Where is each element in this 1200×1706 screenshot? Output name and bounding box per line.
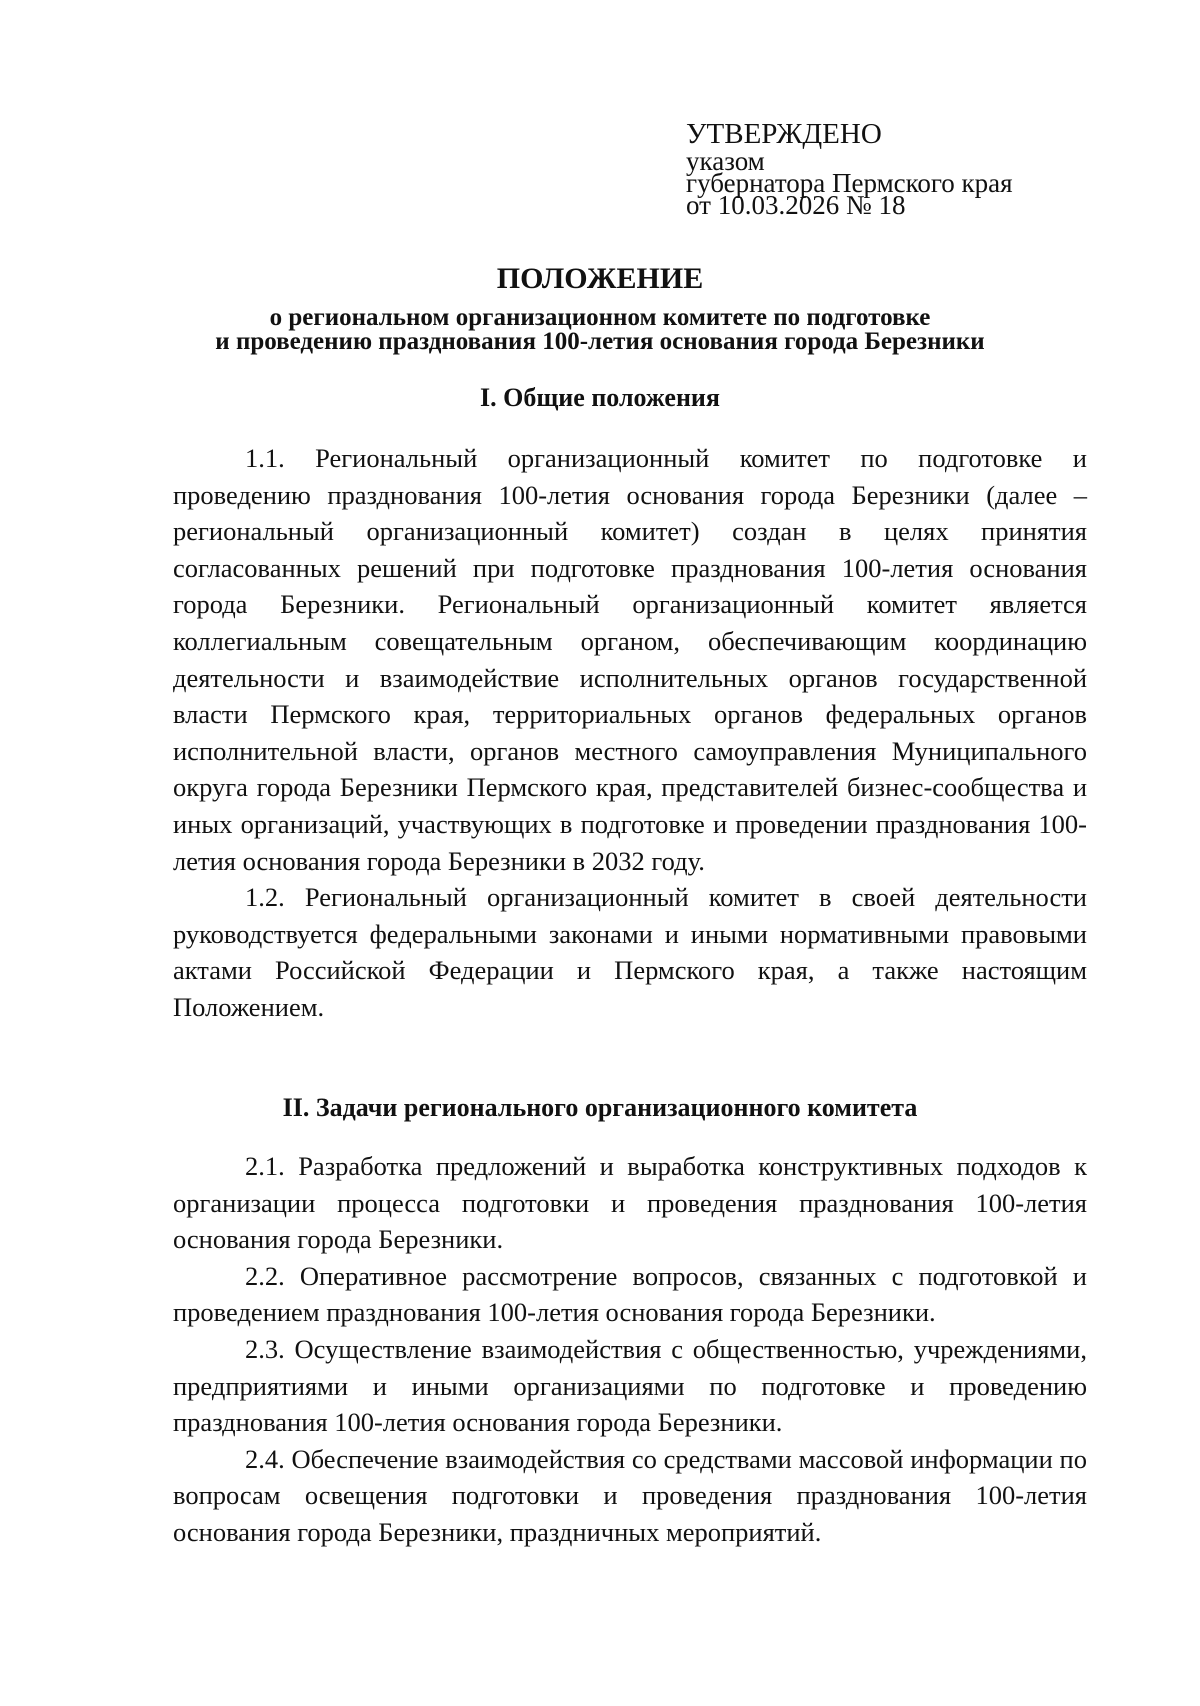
approval-stamp (686, 118, 1106, 220)
paragraph-2-4: 2.4. Обеспечение взаимодействия со средствами массовой информации по вопросам освещения подготовки и проведения празднования 100-летия основания города Березники, праздничных мероприятий. (173, 1443, 1087, 1547)
subtitle-line-1: о региональном организационном комитете по подготовке (269, 304, 931, 331)
approval-authority: губернатора Пермского края (686, 168, 1013, 198)
section-2-heading: II. Задачи регионального организационного комитета (282, 1093, 918, 1122)
approval-approved: УТВЕРЖДЕНО (686, 118, 882, 150)
paragraph-2-1: 2.1. Разработка предложений и выработка конструктивных подходов к организации процесса подготовки и проведения празднования 100-летия основания города Березники. (173, 1151, 1087, 1255)
approval-by: указом (686, 146, 765, 176)
section-1-heading: I. Общие положения (480, 383, 720, 412)
document-title: ПОЛОЖЕНИЕ (496, 262, 704, 295)
paragraph-1-1: 1.1. Региональный организационный комитет по подготовке и проведению празднования 100-летия основания города Березники (далее – региональный организационный комитет) создан в целях принятия согласованных решений при подготовке празднования 100-летия основания города Березники. Региональный организационный комитет является коллегиальным совещательным органом, обеспечивающим координацию деятельности и взаимодействие исполнительных органов государственной власти Пермского края, территориальных органов федеральных органов исполнительной власти, органов местного самоуправления Муниципального округа города Березники Пермского края, представителей бизнес-сообщества и иных организаций, участвующих в подготовке и проведении празднования 100-летия основания города Березники в 2032 году. (173, 443, 1087, 876)
subtitle-line-2: и проведению празднования 100-летия основания города Березники (215, 328, 985, 355)
document-subtitle (0, 306, 1200, 354)
section-1-body (173, 440, 1087, 1026)
approval-date-number: от 10.03.2026 № 18 (686, 190, 906, 220)
section-2-body (173, 1148, 1087, 1551)
paragraph-1-2: 1.2. Региональный организационный комитет в своей деятельности руководствуется федеральными законами и иными нормативными правовыми актами Российской Федерации и Пермского края, а также настоящим Положением. (173, 882, 1087, 1022)
paragraph-2-2: 2.2. Оперативное рассмотрение вопросов, связанных с подготовкой и проведением празднования 100-летия основания города Березники. (173, 1260, 1087, 1328)
paragraph-2-3: 2.3. Осуществление взаимодействия с общественностью, учреждениями, предприятиями и иными организациями по подготовке и проведению празднования 100-летия основания города Березники. (173, 1333, 1087, 1438)
